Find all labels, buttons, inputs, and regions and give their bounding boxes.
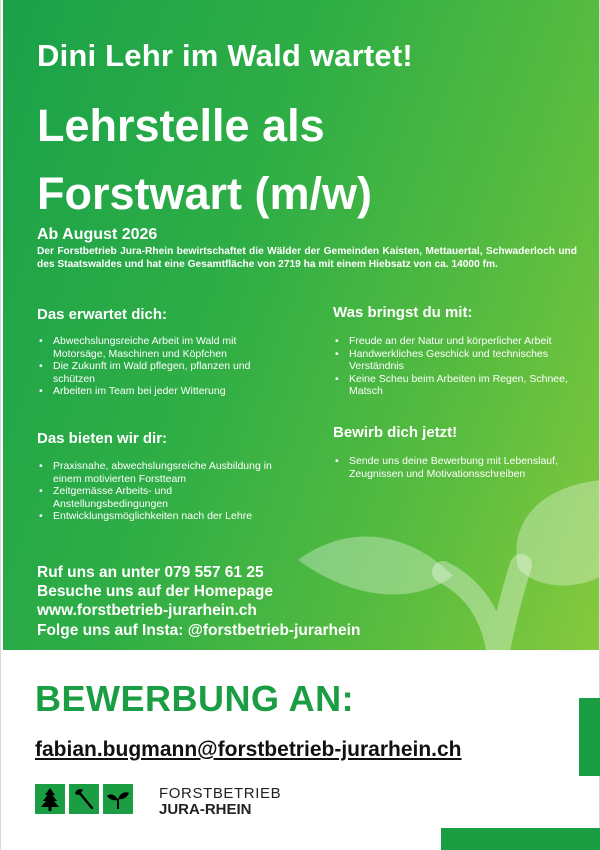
list-item: • Zeitgemässe Arbeits- und Anstellungsbedingungen <box>37 485 287 510</box>
apply-now-list <box>333 455 578 480</box>
bring-heading: Was bringst du mit: <box>333 304 473 321</box>
instagram-line: Folge uns auf Insta: @forstbetrieb-jurarhein <box>37 621 361 639</box>
decorative-bar-vertical <box>579 698 600 776</box>
list-item: • Arbeiten im Team bei jeder Witterung <box>37 385 277 398</box>
expect-list <box>37 335 277 398</box>
list-item: • Praxisnahe, abwechslungsreiche Ausbildung in einem motivierten Forstteam <box>37 460 287 485</box>
logo-line2: JURA-RHEIN <box>159 801 252 818</box>
logo-line1: FORSTBETRIEB <box>159 785 282 802</box>
company-intro: Der Forstbetrieb Jura-Rhein bewirtschaftet die Wälder der Gemeinden Kaisten, Mettauertal, Schwaderloch und des Staatswaldes und hat eine Gesamtfläche von 2719 ha mit einem Hiebsatz von ca. 14000 fm. <box>37 246 577 270</box>
green-header-panel <box>3 0 599 650</box>
website-link[interactable]: www.forstbetrieb-jurarhein.ch <box>37 602 257 620</box>
axe-icon <box>69 784 99 814</box>
list-item: • Sende uns deine Bewerbung mit Lebenslauf, Zeugnissen und Motivationsschreiben <box>333 455 578 480</box>
job-title-line2: Forstwart (m/w) <box>37 168 373 219</box>
expect-heading: Das erwartet dich: <box>37 306 168 323</box>
application-heading: BEWERBUNG AN: <box>35 678 355 719</box>
list-item: • Freude an der Natur und körperlicher Arbeit <box>333 335 578 348</box>
phone-line: Ruf uns an unter 079 557 61 25 <box>37 564 264 581</box>
homepage-line: Besuche uns auf der Homepage <box>37 583 274 601</box>
tagline: Dini Lehr im Wald wartet! <box>37 38 413 73</box>
decorative-bar-horizontal <box>441 828 600 850</box>
offer-heading: Das bieten wir dir: <box>37 430 168 447</box>
sprout-stem <box>443 565 521 650</box>
sprout-right-leaf <box>516 480 599 585</box>
job-title-line1: Lehrstelle als <box>37 100 325 151</box>
start-date: Ab August 2026 <box>37 226 158 243</box>
company-logo-text <box>159 786 281 818</box>
apply-now-heading: Bewirb dich jetzt! <box>333 424 458 441</box>
offer-list <box>37 460 287 523</box>
application-email-link[interactable]: fabian.bugmann@forstbetrieb-jurarhein.ch <box>35 738 462 761</box>
list-item: • Abwechslungsreiche Arbeit im Wald mit Motorsäge, Maschinen und Köpfchen <box>37 335 277 360</box>
list-item: • Handwerkliches Geschick und technisches Verständnis <box>333 348 578 373</box>
seedling-icon <box>103 784 133 814</box>
contact-block <box>37 563 360 640</box>
list-item: • Keine Scheu beim Arbeiten im Regen, Schnee, Matsch <box>333 373 578 398</box>
logo-icons <box>35 784 133 814</box>
list-item: • Entwicklungsmöglichkeiten nach der Lehre <box>37 510 287 523</box>
tree-icon <box>35 784 65 814</box>
bring-list <box>333 335 578 398</box>
list-item: • Die Zukunft im Wald pflegen, pflanzen und schützen <box>37 360 277 385</box>
